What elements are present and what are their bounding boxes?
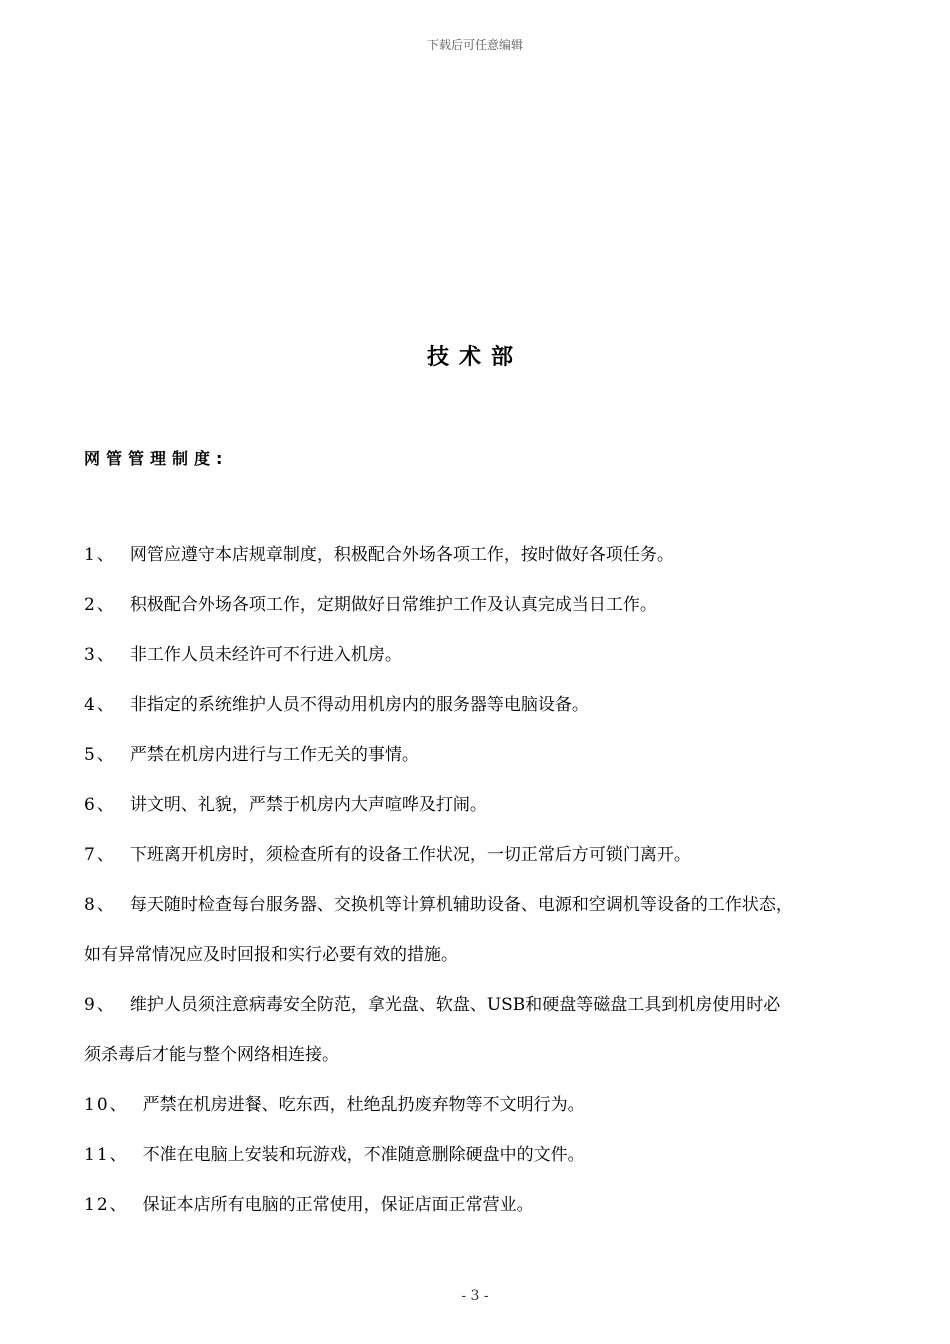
rule-text: 非指定的系统维护人员不得动用机房内的服务器等电脑设备。	[129, 695, 589, 715]
rule-item	[84, 730, 874, 780]
rule-item	[84, 580, 874, 630]
rule-number: 1、	[84, 545, 116, 565]
rule-item	[84, 780, 874, 830]
rule-text: 严禁在机房进餐、吃东西，杜绝乱扔废弃物等不文明行为。	[142, 1095, 585, 1115]
header-note: 下载后可任意编辑	[426, 38, 523, 52]
rule-text: 讲文明、礼貌，严禁于机房内大声喧哗及打闹。	[129, 795, 487, 815]
rule-item	[84, 1080, 874, 1130]
rule-item	[84, 530, 874, 580]
rule-number: 3、	[84, 645, 116, 665]
rule-text: 每天随时检查每台服务器、交换机等计算机辅助设备、电源和空调机等设备的工作状态，	[129, 895, 793, 915]
rule-text: 严禁在机房内进行与工作无关的事情。	[129, 745, 419, 765]
rule-text-continuation: 如有异常情况应及时回报和实行必要有效的措施。	[84, 945, 458, 965]
rule-number: 4、	[84, 695, 116, 715]
rule-text: 网管应遵守本店规章制度，积极配合外场各项工作，按时做好各项任务。	[129, 545, 674, 565]
rule-item	[84, 830, 874, 880]
rule-text: 下班离开机房时，须检查所有的设备工作状况，一切正常后方可锁门离开。	[129, 845, 691, 865]
rule-number: 11、	[84, 1145, 129, 1165]
rule-number: 6、	[84, 795, 116, 815]
rule-text: 维护人员须注意病毒安全防范，拿光盘、软盘、USB和硬盘等磁盘工具到机房使用时必	[129, 995, 781, 1015]
rule-number: 8、	[84, 895, 116, 915]
rule-item	[84, 980, 874, 1080]
rule-item	[84, 1180, 874, 1230]
rule-item	[84, 880, 874, 980]
rule-text: 不准在电脑上安装和玩游戏，不准随意删除硬盘中的文件。	[142, 1145, 585, 1165]
department-title: 技术部	[426, 345, 523, 370]
rule-number: 9、	[84, 995, 116, 1015]
rule-text-continuation: 须杀毒后才能与整个网络相连接。	[84, 1045, 339, 1065]
rule-item	[84, 1130, 874, 1180]
rule-item	[84, 630, 874, 680]
rule-text: 非工作人员未经许可不行进入机房。	[129, 645, 402, 665]
rules-list	[84, 530, 874, 1230]
rule-number: 7、	[84, 845, 116, 865]
section-heading: 网管管理制度:	[84, 449, 229, 468]
rule-number: 5、	[84, 745, 116, 765]
page-number: - 3 -	[461, 1288, 489, 1304]
rule-item	[84, 680, 874, 730]
rule-text: 保证本店所有电脑的正常使用，保证店面正常营业。	[142, 1195, 534, 1215]
rule-number: 10、	[84, 1095, 129, 1115]
rule-text: 积极配合外场各项工作，定期做好日常维护工作及认真完成当日工作。	[129, 595, 657, 615]
rule-number: 12、	[84, 1195, 129, 1215]
rule-number: 2、	[84, 595, 116, 615]
